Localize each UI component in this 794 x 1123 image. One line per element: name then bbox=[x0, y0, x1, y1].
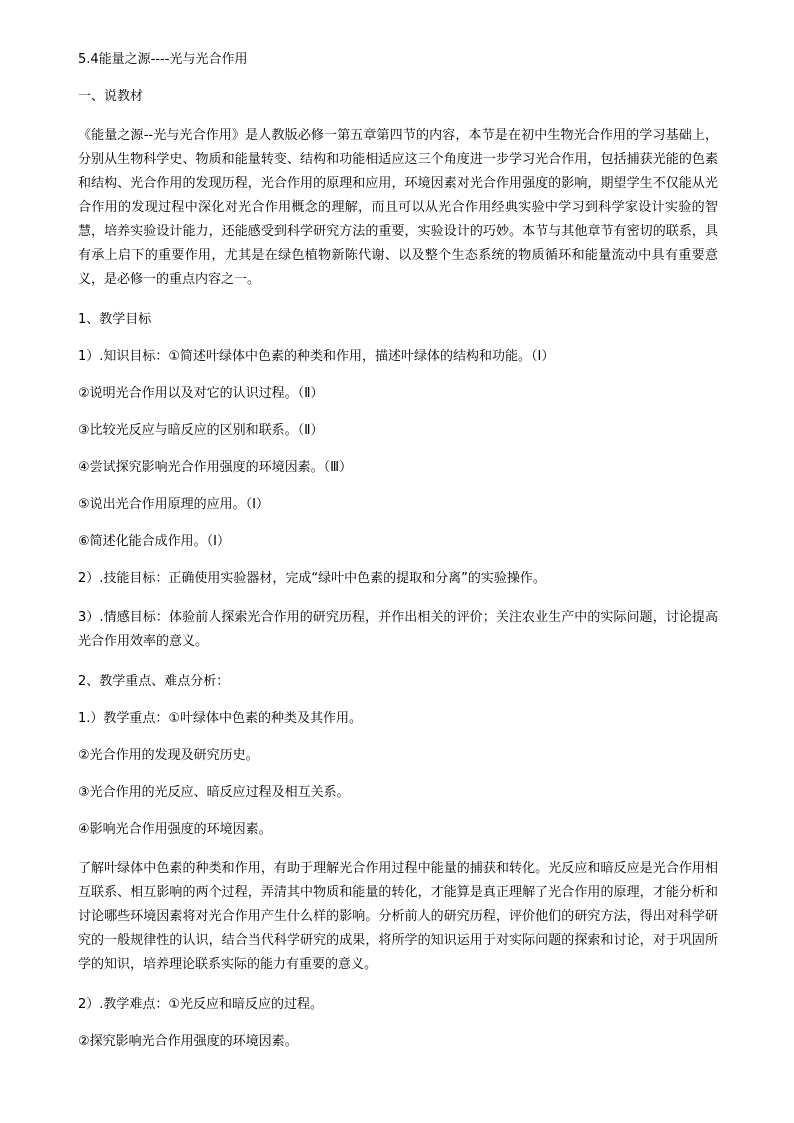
emotion-goal: 3）.情感目标：体验前人探索光合作用的研究历程，并作出相关的评价；关注农业生产中的实际问题，讨论提高光合作用效率的意义。 bbox=[78, 610, 718, 649]
document-page bbox=[78, 50, 718, 1069]
keypoint-item: ④影响光合作用强度的环境因素。 bbox=[78, 822, 272, 837]
goal-item: 1）.知识目标：①简述叶绿体中色素的种类和作用，描述叶绿体的结构和功能。（Ⅰ） bbox=[78, 349, 555, 364]
goal-item: 2）.技能目标：正确使用实验器材，完成“绿叶中色素的提取和分离”的实验操作。 bbox=[78, 571, 546, 586]
keypoints-heading: 2、教学重点、难点分析： bbox=[78, 674, 230, 689]
keypoint-item: ③光合作用的光反应、暗反应过程及相互关系。 bbox=[78, 785, 350, 800]
goal-item: ⑥简述化能合成作用。（Ⅰ） bbox=[78, 534, 230, 549]
analysis-paragraph: 了解叶绿体中色素的种类和作用，有助于理解光合作用过程中能量的捕获和转化。光反应和暗反应是光合作用相互联系、相互影响的两个过程，弄清其中物质和能量的转化，才能算是真正理解了光合作用的原理，才能分析和讨论哪些环境因素将对光合作用产生什么样的影响。分析前人的研究历程，评价他们的研究方法，得出对科学研究的一般规律性的认识，结合当代科学研究的成果，将所学的知识运用于对实际问题的探索和讨论，对于巩固所学的知识，培养理论联系实际的能力有重要的意义。 bbox=[78, 861, 718, 972]
document-title: 5.4能量之源----光与光合作用 bbox=[78, 52, 248, 67]
intro-paragraph: 《能量之源--光与光合作用》是人教版必修一第五章第四节的内容，本节是在初中生物光合作用的学习基础上，分别从生物科学史、物质和能量转变、结构和功能相适应这三个角度进一步学习光合作用，包括捕获光能的色素和结构、光合作用的发现历程，光合作用的原理和应用，环境因素对光合作用强度的影响，期望学生不仅能从光合作用的发现过程中深化对光合作用概念的理解，而且可以从光合作用经典实验中学习到科学家设计实验的智慧，培养实验设计能力，还能感受到科学研究方法的重要，实验设计的巧妙。本节与其他章节有密切的联系，具有承上启下的重要作用，尤其是在绿色植物新陈代谢、以及整个生态系统的物质循环和能量流动中具有重要意义，是必修一的重点内容之一。 bbox=[78, 128, 718, 287]
goal-item: ④尝试探究影响光合作用强度的环境因素。（Ⅲ） bbox=[78, 460, 353, 475]
difficulty-item: ②探究影响光合作用强度的环境因素。 bbox=[78, 1034, 298, 1049]
goal-item: ③比较光反应与暗反应的区别和联系。（Ⅱ） bbox=[78, 423, 324, 438]
difficulty-item: 2）.教学难点：①光反应和暗反应的过程。 bbox=[78, 997, 324, 1012]
keypoint-item: ②光合作用的发现及研究历史。 bbox=[78, 748, 259, 763]
keypoint-item: 1.）教学重点：①叶绿体中色素的种类及其作用。 bbox=[78, 711, 363, 726]
goals-heading: 1、教学目标 bbox=[78, 312, 152, 327]
goal-item: ②说明光合作用以及对它的认识过程。（Ⅱ） bbox=[78, 386, 324, 401]
section-heading: 一、说教材 bbox=[78, 89, 144, 104]
goal-item: ⑤说出光合作用原理的应用。（Ⅰ） bbox=[78, 497, 269, 512]
